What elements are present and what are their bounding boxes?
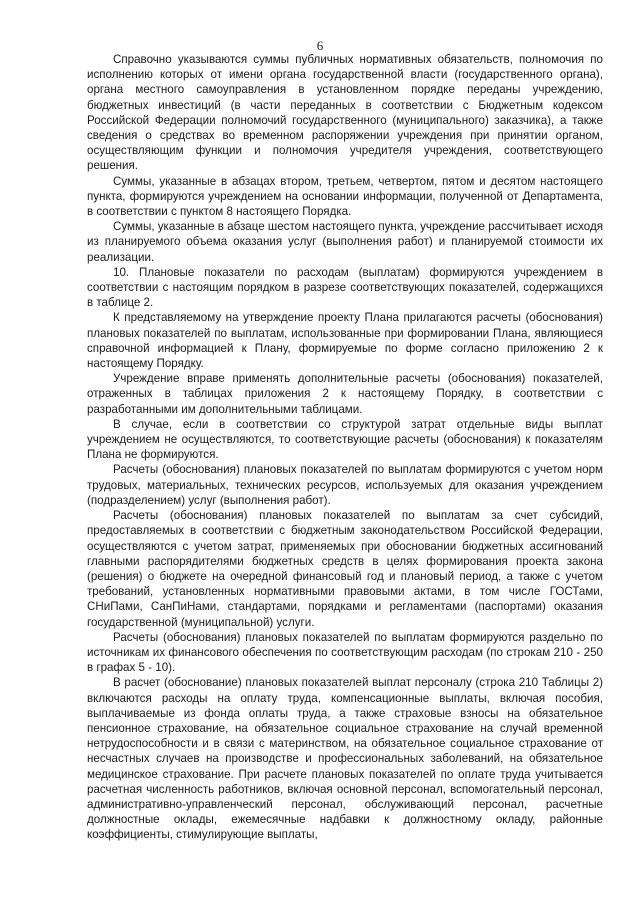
paragraph: В расчет (обоснование) плановых показателей выплат персоналу (строка 210 Таблицы 2) включаются расходы на оплату труда, компенсационные выплаты, включая пособия, выплачиваемые из фонда оплаты труда, а также страховые взносы на обязательное пенсионное страхование, на обязательное социальное страхование на случай временной нетрудоспособности и в связи с материнством, на обязательное социальное страхование от несчастных случаев на производстве и профессиональных заболеваний, на обязательное медицинское страхование. При расчете плановых показателей по оплате труда учитывается расчетная численность работников, включая основной персонал, вспомогательный персонал, административно-управленческий персонал, обслуживающий персонал, расчетные должностные оклады, ежемесячные надбавки к должностному окладу, районные коэффициенты, стимулирующие выплаты, bbox=[87, 676, 603, 842]
paragraph: К представляемому на утверждение проекту Плана прилагаются расчеты (обоснования) плановых показателей по выплатам, использованные при формировании Плана, являющиеся справочной информацией к Плану, формируемые по форме согласно приложению 2 к настоящему Порядку. bbox=[87, 311, 603, 371]
paragraph: Суммы, указанные в абзацах втором, третьем, четвертом, пятом и десятом настоящего пункта, формируются учреждением на основании информации, полученной от Департамента, в соответствии с пунктом 8 настоящего Порядка. bbox=[87, 174, 603, 219]
paragraph: В случае, если в соответствии со структурой затрат отдельные виды выплат учреждением не осуществляются, то соответствующие расчеты (обоснования) к показателям Плана не формируются. bbox=[87, 417, 603, 462]
paragraph: Расчеты (обоснования) плановых показателей по выплатам формируются раздельно по источникам их финансового обеспечения по соответствующим расходам (по строкам 210 - 250 в графах 5 - 10). bbox=[87, 630, 603, 675]
paragraph: Расчеты (обоснования) плановых показателей по выплатам формируются с учетом норм трудовых, материальных, технических ресурсов, используемых для оказания учреждением (подразделением) услуг (выполнения работ). bbox=[87, 463, 603, 507]
paragraph: Справочно указываются суммы публичных нормативных обязательств, полномочия по исполнению которых от имени органа государственной власти (государственного органа), органа местного самоуправления в установленном порядке переданы учреждению, бюджетных инвестиций (в части переданных в соответствии с Бюджетным кодексом Российской Федерации полномочий государственного (муниципального) заказчика), а также сведения о средствах во временном распоряжении учреждения при принятии органом, осуществляющим функции и полномочия учредителя учреждения, соответствующего решения. bbox=[87, 53, 603, 173]
paragraph: Учреждение вправе применять дополнительные расчеты (обоснования) показателей, отраженных в таблицах приложения 2 к настоящему Порядку, в соответствии с разработанными им дополнительными таблицами. bbox=[87, 372, 603, 416]
page-number: 6 bbox=[316, 38, 324, 53]
paragraph: Расчеты (обоснования) плановых показателей по выплатам за счет субсидий, предоставляемых в соответствии с бюджетным законодательством Российской Федерации, осуществляются с учетом затрат, применяемых при обосновании бюджетных ассигнований главными распорядителями бюджетных средств в целях формирования проекта закона (решения) о бюджете на очередной финансовый год и плановый период, а также с учетом требований, установленных нормативными правовыми актами, в том числе ГОСТами, СНиПами, СанПиНами, стандартами, порядками и регламентами (паспортами) оказания государственной (муниципальной) услуги. bbox=[87, 509, 603, 629]
document-body bbox=[87, 52, 603, 843]
paragraph: 10. Плановые показатели по расходам (выплатам) формируются учреждением в соответствии с настоящим порядком в разрезе соответствующих показателей, содержащихся в таблице 2. bbox=[87, 265, 603, 310]
paragraph: Суммы, указанные в абзаце шестом настоящего пункта, учреждение рассчитывает исходя из планируемого объема оказания услуг (выполнения работ) и планируемой стоимости их реализации. bbox=[87, 220, 603, 264]
